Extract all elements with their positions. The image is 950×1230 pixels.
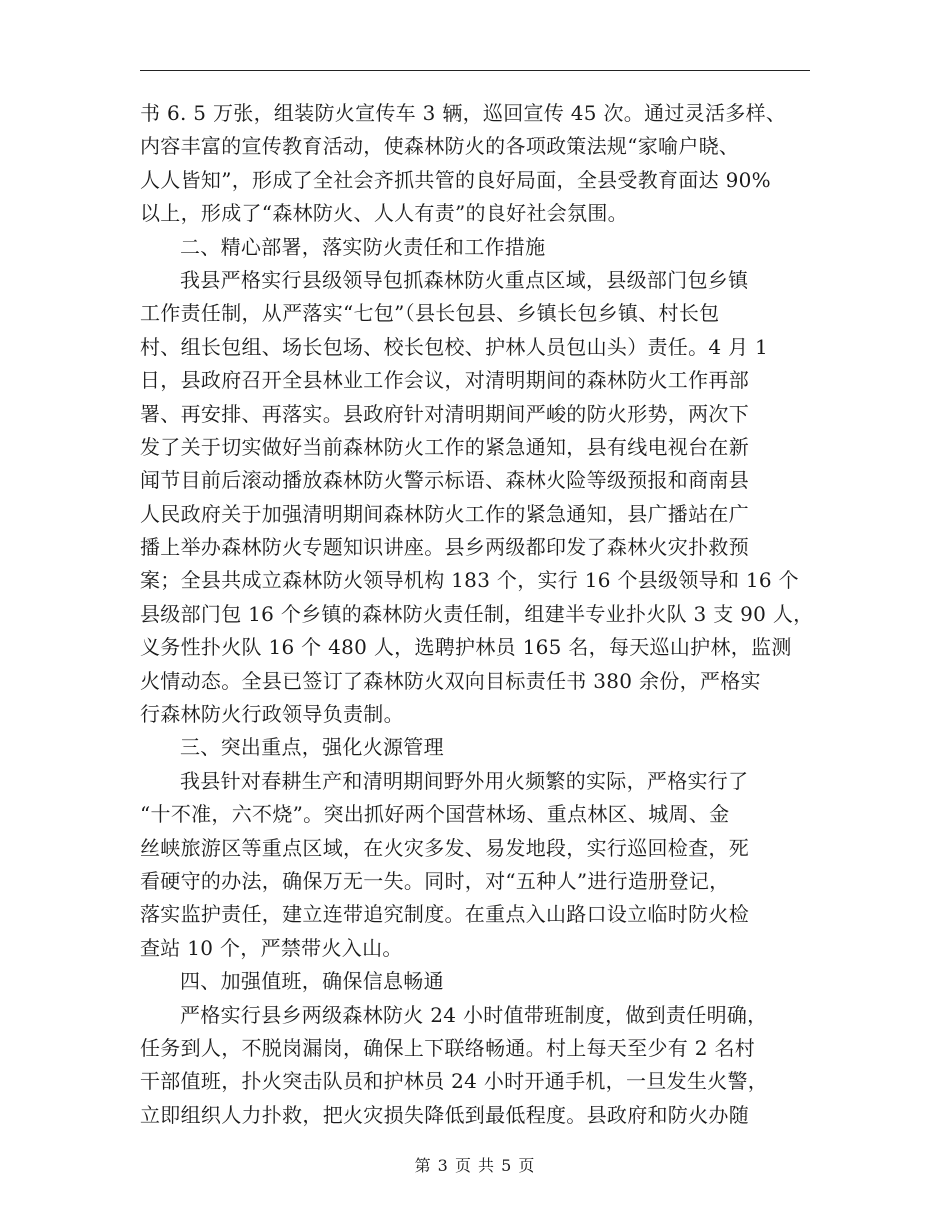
page-footer: 第 3 页 共 5 页 [414,1156,536,1175]
paragraph-line: 署、再安排、再落实。县政府针对清明期间严峻的防火形势，两次下 [140,401,749,426]
paragraph-line: 闻节目前后滚动播放森林防火警示标语、森林火险等级预报和商南县 [140,468,749,493]
paragraph-line: 看硬守的办法，确保万无一失。同时，对“五种人”进行造册登记， [140,868,730,893]
section-heading: 二、精心部署，落实防火责任和工作措施 [180,234,546,259]
header-rule [140,70,810,71]
paragraph-line: 人民政府关于加强清明期间森林防火工作的紧急通知，县广播站在广 [140,501,749,526]
paragraph-line: 人人皆知”，形成了全社会齐抓共管的良好局面，全县受教育面达 90% [140,167,771,192]
paragraph-line: 火情动态。全县已签订了森林防火双向目标责任书 380 余份，严格实 [140,668,761,693]
document-body [140,97,820,1132]
paragraph-line: 落实监护责任，建立连带追究制度。在重点入山路口设立临时防火检 [140,902,749,927]
section-heading: 三、突出重点，强化火源管理 [180,735,444,760]
paragraph-line: 播上举办森林防火专题知识讲座。县乡两级都印发了森林火灾扑救预 [140,535,749,560]
paragraph-line: 案；全县共成立森林防火领导机构 183 个，实行 16 个县级领导和 16 个 [140,568,799,593]
paragraph-line: 县级部门包 16 个乡镇的森林防火责任制，组建半专业扑火队 3 支 90 人， [140,601,814,626]
paragraph-line: 内容丰富的宣传教育活动，使森林防火的各项政策法规“家喻户晓、 [140,134,740,159]
paragraph-line: 丝峡旅游区等重点区域，在火灾多发、易发地段，实行巡回检查，死 [140,835,749,860]
paragraph-line: 我县针对春耕生产和清明期间野外用火频繁的实际，严格实行了 [180,768,749,793]
paragraph-line: 干部值班，扑火突击队员和护林员 24 小时开通手机，一旦发生火警， [140,1069,769,1094]
paragraph-line: 义务性扑火队 16 个 480 人，选聘护林员 165 名，每天巡山护林，监测 [140,635,792,660]
section-heading: 四、加强值班，确保信息畅通 [180,969,444,994]
paragraph-line: 任务到人，不脱岗漏岗，确保上下联络畅通。村上每天至少有 2 名村 [140,1035,756,1060]
paragraph-line: 日，县政府召开全县林业工作会议，对清明期间的森林防火工作再部 [140,368,749,393]
paragraph-line: 我县严格实行县级领导包抓森林防火重点区域，县级部门包乡镇 [180,267,749,292]
paragraph-line: 行森林防火行政领导负责制。 [140,702,404,727]
paragraph-line: 立即组织人力扑救，把火灾损失降低到最低程度。县政府和防火办随 [140,1102,749,1127]
paragraph-line: 工作责任制，从严落实“七包”（县长包县、乡镇长包乡镇、村长包 [140,301,720,326]
paragraph-line: 发了关于切实做好当前森林防火工作的紧急通知，县有线电视台在新 [140,434,749,459]
paragraph-line: 村、组长包组、场长包场、校长包校、护林人员包山头）责任。4 月 1 [140,334,769,359]
paragraph-line: 查站 10 个，严禁带火入山。 [140,935,403,960]
paragraph-line: 以上，形成了“森林防火、人人有责”的良好社会氛围。 [140,201,628,226]
paragraph-line: 严格实行县乡两级森林防火 24 小时值带班制度，做到责任明确， [180,1002,768,1027]
paragraph-line: 书 6. 5 万张，组装防火宣传车 3 辆，巡回宣传 45 次。通过灵活多样、 [140,101,787,125]
paragraph-line: “十不准，六不烧”。突出抓好两个国营林场、重点林区、城周、金 [140,802,730,827]
